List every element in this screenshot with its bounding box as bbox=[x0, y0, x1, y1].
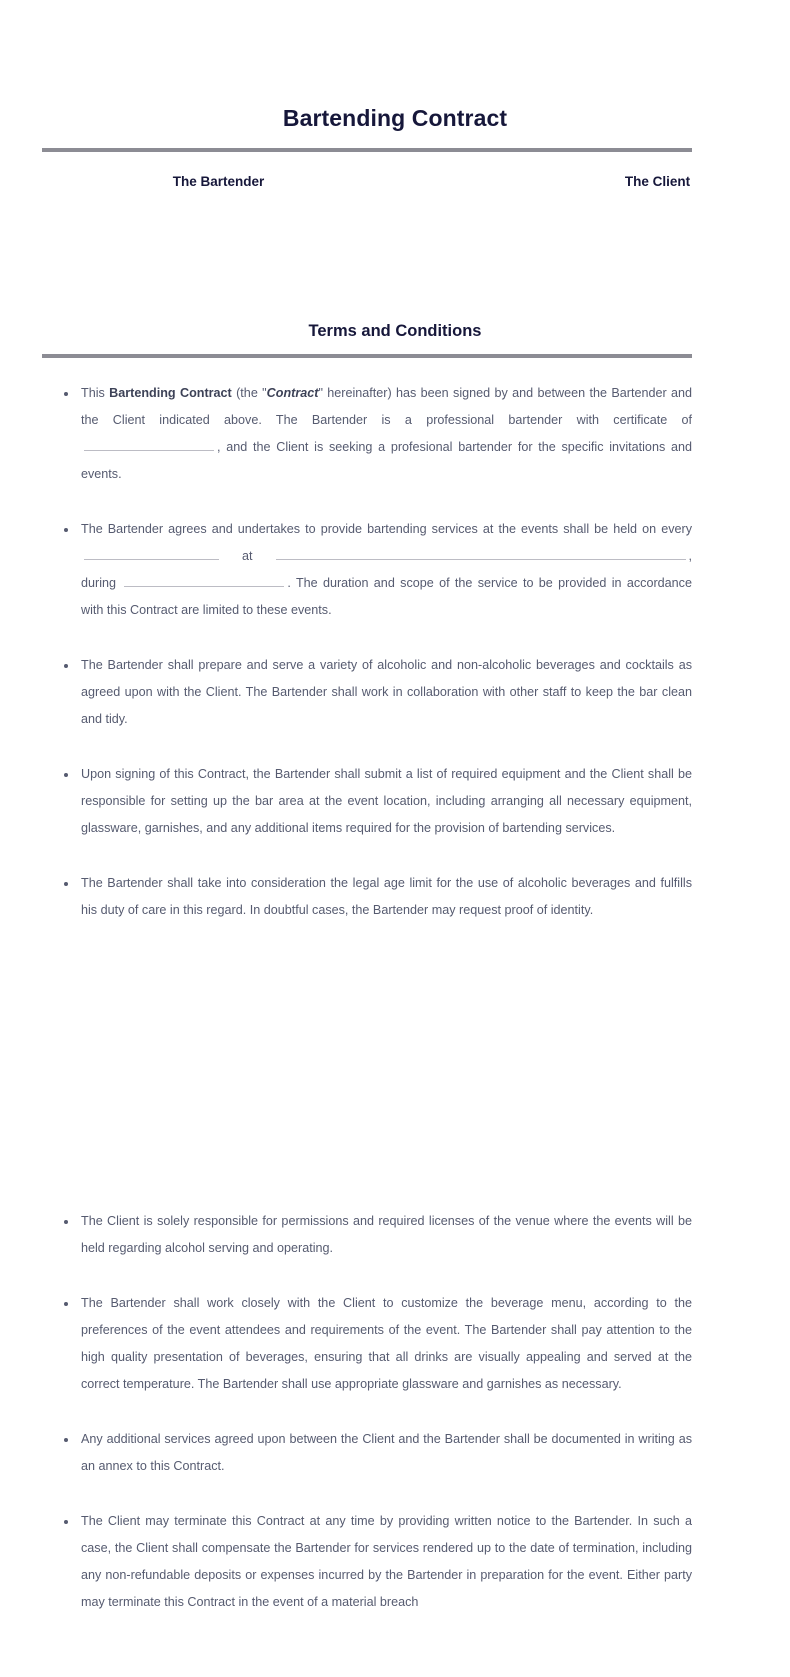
clause-run-text: This bbox=[81, 385, 110, 400]
section-heading: Terms and Conditions bbox=[308, 321, 482, 340]
clause-run-text: , and the Client is seeking a profesional bartender for the specific invitations and events. bbox=[81, 439, 692, 481]
clause-item-1 bbox=[42, 380, 692, 488]
page-title: Bartending Contract bbox=[282, 105, 508, 131]
clause-run-text: (the " bbox=[231, 385, 267, 400]
fill-in-blank-location[interactable] bbox=[276, 544, 686, 560]
clause-item-7: The Bartender shall work closely with the Client to customize the beverage menu, according to the preferences of the event attendees and requirements of the event. The Bartender shall pay attention to the high quality presentation of beverages, ensuring that all drinks are visually appealing and served at the correct temperature. The Bartender shall use appropriate glassware and garnishes as necessary. bbox=[42, 1290, 692, 1398]
clause-run-bold: Bartending Contract bbox=[109, 385, 232, 400]
clause-text bbox=[81, 386, 692, 481]
clause-run-text: The Bartender agrees and undertakes to provide bartending services at the events shall be held on every bbox=[81, 521, 692, 536]
fill-in-blank-day[interactable] bbox=[84, 544, 219, 560]
title-divider bbox=[42, 148, 692, 152]
parties-row bbox=[42, 174, 748, 189]
clause-item-8: Any additional services agreed upon between the Client and the Bartender shall be documented in writing as an annex to this Contract. bbox=[42, 1426, 692, 1480]
fill-in-blank-certificate[interactable] bbox=[84, 435, 214, 451]
clause-list bbox=[42, 358, 748, 1616]
clause-item-5: The Bartender shall take into consideration the legal age limit for the use of alcoholic beverages and fulfills his duty of care in this regard. In doubtful cases, the Bartender may request proof of identity. bbox=[42, 870, 692, 924]
clause-item-3: The Bartender shall prepare and serve a variety of alcoholic and non-alcoholic beverages and cocktails as agreed upon with the Client. The Bartender shall work in collaboration with other staff to keep the bar clean and tidy. bbox=[42, 652, 692, 733]
clause-run-text: at bbox=[222, 548, 273, 563]
party-label-bartender: The Bartender bbox=[172, 173, 265, 189]
clause-item-2 bbox=[42, 516, 692, 624]
clause-item-4: Upon signing of this Contract, the Bartender shall submit a list of required equipment and the Client shall be responsible for setting up the bar area at the event location, including arranging all necessary equipment, glassware, garnishes, and any additional items required for the provision of bartending services. bbox=[42, 761, 692, 842]
clause-run-text: " hereinafter) has been signed by and between the Bartender and the Client indicated above. The Bartender is a professional bartender with certificate of bbox=[81, 385, 693, 427]
clause-run-bold-italic: Contract bbox=[266, 385, 319, 400]
signature-space bbox=[42, 189, 748, 314]
terms-section-header bbox=[42, 314, 748, 358]
page-break-spacer bbox=[42, 952, 692, 1180]
clause-text bbox=[81, 522, 692, 617]
clause-run-text: . The duration and scope of the service to be provided in accordance with this Contract are limited to these events. bbox=[81, 575, 692, 617]
clause-item-6: The Client is solely responsible for permissions and required licenses of the venue where the events will be held regarding alcohol serving and operating. bbox=[42, 1208, 692, 1262]
clause-run-text: , during bbox=[81, 548, 692, 590]
party-label-client: The Client bbox=[624, 173, 691, 189]
clause-item-9: The Client may terminate this Contract at any time by providing written notice to the Bartender. In such a case, the Client shall compensate the Bartender for services rendered up to the date of termination, including any non-refundable deposits or expenses incurred by the Bartender in preparation for the event. Either party may terminate this Contract in the event of a material breach bbox=[42, 1508, 692, 1616]
fill-in-blank-duration[interactable] bbox=[124, 571, 284, 587]
